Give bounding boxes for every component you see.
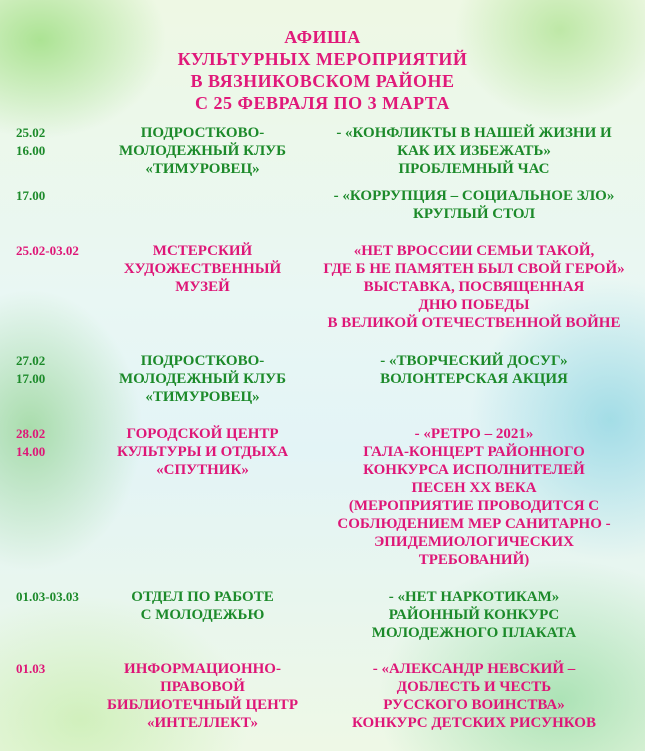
event-place	[100, 352, 305, 406]
event-date	[8, 660, 108, 678]
event-desc-line: СОБЛЮДЕНИЕМ МЕР САНИТАРНО -	[337, 516, 611, 532]
event-desc-line: ГДЕ Б НЕ ПАМЯТЕН БЫЛ СВОЙ ГЕРОЙ»	[323, 261, 625, 277]
event-date-line: 17.00	[16, 188, 46, 203]
event-desc-line: (МЕРОПРИЯТИЕ ПРОВОДИТСЯ С	[348, 498, 600, 514]
event-date	[8, 425, 108, 461]
event-desc-line: - «ТВОРЧЕСКИЙ ДОСУГ»	[380, 353, 568, 369]
event-date	[8, 242, 108, 260]
event-desc-line: - «КОНФЛИКТЫ В НАШЕЙ ЖИЗНИ И	[336, 125, 612, 141]
event-desc-line: ПЕСЕН XX ВЕКА	[411, 480, 537, 496]
event-desc-line: ГАЛА-КОНЦЕРТ РАЙОННОГО	[363, 444, 585, 460]
event-date	[8, 588, 108, 606]
event-place-line: ОТДЕЛ ПО РАБОТЕ	[131, 589, 274, 605]
event-desc-line: РАЙОННЫЙ КОНКУРС	[388, 607, 560, 623]
event-place	[100, 242, 305, 296]
event-place-line: МСТЕРСКИЙ	[152, 243, 253, 259]
event-description	[308, 588, 640, 642]
event-place	[100, 660, 305, 732]
event-desc-line: - «АЛЕКСАНДР НЕВСКИЙ –	[372, 661, 576, 677]
event-place-line: КУЛЬТУРЫ И ОТДЫХА	[116, 444, 289, 460]
title-line-2: КУЛЬТУРНЫХ МЕРОПРИЯТИЙ	[177, 49, 468, 69]
event-description	[308, 242, 640, 332]
event-place-line: ПОДРОСТКОВО-	[140, 125, 265, 141]
event-date-line: 14.00	[16, 444, 46, 459]
event-date-line: 17.00	[16, 371, 46, 386]
title-line-4: С 25 ФЕВРАЛЯ ПО 3 МАРТА	[195, 93, 450, 113]
event-place-line: ГОРОДСКОЙ ЦЕНТР	[126, 426, 279, 442]
event-desc-line: КРУГЛЫЙ СТОЛ	[412, 206, 535, 222]
event-description	[308, 187, 640, 223]
event-description	[308, 660, 640, 732]
title-line-1: АФИША	[284, 27, 361, 47]
event-desc-line: В ВЕЛИКОЙ ОТЕЧЕСТВЕННОЙ ВОЙНЕ	[327, 315, 621, 331]
event-place-line: ХУДОЖЕСТВЕННЫЙ	[123, 261, 282, 277]
event-date-line: 01.03-03.03	[16, 589, 79, 604]
event-place	[100, 588, 305, 624]
event-date	[8, 124, 108, 160]
event-date-line: 27.02	[16, 353, 46, 368]
event-desc-line: ДНЮ ПОБЕДЫ	[418, 297, 530, 313]
event-place-line: МУЗЕЙ	[175, 279, 230, 295]
event-desc-line: ВОЛОНТЕРСКАЯ АКЦИЯ	[380, 371, 568, 387]
event-place-line: «ИНТЕЛЛЕКТ»	[147, 715, 258, 731]
event-desc-line: ЭПИДЕМИОЛОГИЧЕСКИХ	[374, 534, 574, 550]
event-desc-line: «НЕТ ВРОССИИ СЕМЬИ ТАКОЙ,	[353, 243, 595, 259]
event-desc-line: КОНКУРС ДЕТСКИХ РИСУНКОВ	[352, 715, 596, 731]
event-desc-line: - «КОРРУПЦИЯ – СОЦИАЛЬНОЕ ЗЛО»	[333, 188, 615, 204]
event-date	[8, 352, 108, 388]
event-place-line: «ТИМУРОВЕЦ»	[145, 389, 260, 405]
event-place	[100, 124, 305, 178]
event-place-line: ПОДРОСТКОВО-	[140, 353, 265, 369]
event-desc-line: - «НЕТ НАРКОТИКАМ»	[388, 589, 560, 605]
event-place-line: ИНФОРМАЦИОННО-	[124, 661, 281, 677]
event-place-line: МОЛОДЕЖНЫЙ КЛУБ	[118, 143, 287, 159]
event-date-line: 25.02-03.02	[16, 243, 79, 258]
event-desc-line: ДОБЛЕСТЬ И ЧЕСТЬ	[396, 679, 552, 695]
poster-title	[0, 26, 645, 114]
event-desc-line: КАК ИХ ИЗБЕЖАТЬ»	[397, 143, 551, 159]
event-desc-line: ПРОБЛЕМНЫЙ ЧАС	[398, 161, 550, 177]
event-place-line: ПРАВОВОЙ	[160, 679, 245, 695]
event-date-line: 28.02	[16, 426, 46, 441]
event-desc-line: МОЛОДЕЖНОГО ПЛАКАТА	[371, 625, 577, 641]
event-place-line: С МОЛОДЕЖЬЮ	[140, 607, 265, 623]
event-place-line: МОЛОДЕЖНЫЙ КЛУБ	[118, 371, 287, 387]
event-desc-line: КОНКУРСА ИСПОЛНИТЕЛЕЙ	[363, 462, 585, 478]
event-place-line: «ТИМУРОВЕЦ»	[145, 161, 260, 177]
event-description	[308, 352, 640, 388]
event-desc-line: - «РЕТРО – 2021»	[414, 426, 534, 442]
event-desc-line: РУССКОГО ВОИНСТВА»	[383, 697, 565, 713]
event-date-line: 16.00	[16, 143, 46, 158]
event-place	[100, 425, 305, 479]
event-description	[308, 124, 640, 178]
event-desc-line: ВЫСТАВКА, ПОСВЯЩЕННАЯ	[363, 279, 585, 295]
event-date-line: 25.02	[16, 125, 46, 140]
event-place-line: «СПУТНИК»	[156, 462, 249, 478]
event-date-line: 01.03	[16, 661, 46, 676]
event-desc-line: ТРЕБОВАНИЙ)	[418, 552, 530, 568]
event-description	[308, 425, 640, 569]
event-place-line: БИБЛИОТЕЧНЫЙ ЦЕНТР	[107, 697, 298, 713]
title-line-3: В ВЯЗНИКОВСКОМ РАЙОНЕ	[190, 71, 455, 91]
event-date	[8, 187, 108, 205]
